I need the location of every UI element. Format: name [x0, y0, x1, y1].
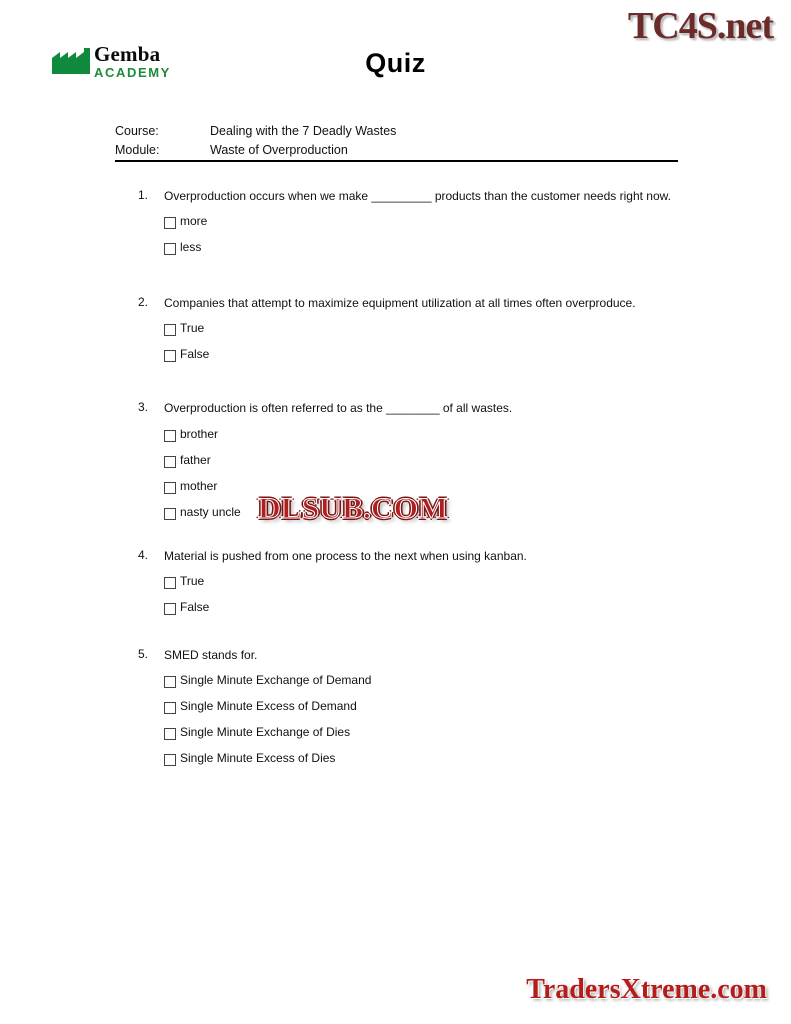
course-row	[115, 122, 680, 141]
option-row[interactable]	[164, 700, 681, 714]
page-title: Quiz	[365, 48, 426, 78]
course-label: Course:	[115, 124, 159, 138]
question-text: Material is pushed from one process to the next when using kanban.	[164, 548, 527, 563]
option-row[interactable]	[164, 215, 681, 229]
option-label: father	[180, 452, 211, 467]
option-row[interactable]	[164, 601, 681, 615]
option-label: True	[180, 573, 205, 588]
question-number: 1.	[138, 188, 149, 202]
option-row[interactable]	[164, 752, 681, 766]
dlsub-watermark: DLSUB.COM	[258, 492, 448, 525]
checkbox-icon[interactable]	[164, 577, 176, 589]
checkbox-icon[interactable]	[164, 702, 176, 714]
option-label: False	[180, 599, 210, 614]
option-label: Single Minute Exchange of Demand	[180, 672, 372, 687]
checkbox-icon[interactable]	[164, 728, 176, 740]
question-text: SMED stands for.	[164, 647, 258, 662]
tradersxtreme-watermark: TradersXtreme.com	[526, 974, 767, 1005]
module-value: Waste of Overproduction	[210, 143, 348, 158]
question-number: 5.	[138, 646, 149, 661]
question-item	[0, 548, 791, 615]
document-header	[0, 38, 791, 100]
module-label: Module:	[115, 143, 160, 158]
option-label: Single Minute Excess of Dies	[180, 750, 336, 765]
logo-academy-text: ACADEMY	[94, 65, 171, 80]
tc4s-watermark: TC4S.net	[627, 5, 773, 47]
question-number: 2.	[138, 295, 149, 310]
module-row	[115, 141, 680, 160]
option-label: more	[180, 214, 208, 229]
checkbox-icon[interactable]	[164, 603, 176, 615]
option-label: mother	[180, 478, 218, 493]
answer-options	[164, 575, 681, 615]
checkbox-icon[interactable]	[164, 482, 176, 494]
question-text: Overproduction is often referred to as the ________ of all wastes.	[164, 401, 513, 416]
option-label: True	[180, 321, 205, 336]
logo-gemba-text: Gemba	[94, 42, 161, 66]
checkbox-icon[interactable]	[164, 456, 176, 468]
header-divider	[115, 160, 678, 162]
option-label: Single Minute Exchange of Dies	[180, 724, 351, 739]
option-row[interactable]	[164, 454, 681, 468]
option-row[interactable]	[164, 348, 681, 362]
option-row[interactable]	[164, 726, 681, 740]
checkbox-icon[interactable]	[164, 430, 176, 442]
option-label: less	[180, 240, 202, 255]
option-label: nasty uncle	[180, 504, 241, 519]
checkbox-icon[interactable]	[164, 350, 176, 362]
checkbox-icon[interactable]	[164, 676, 176, 688]
option-row[interactable]	[164, 322, 681, 336]
answer-options	[164, 322, 681, 362]
course-value: Dealing with the 7 Deadly Wastes	[210, 124, 397, 138]
option-label: brother	[180, 426, 219, 441]
answer-options	[164, 674, 681, 766]
checkbox-icon[interactable]	[164, 217, 176, 229]
checkbox-icon[interactable]	[164, 508, 176, 520]
question-item	[0, 188, 791, 255]
option-row[interactable]	[164, 428, 681, 442]
checkbox-icon[interactable]	[164, 324, 176, 336]
answer-options	[164, 215, 681, 255]
option-row[interactable]	[164, 575, 681, 589]
option-label: Single Minute Excess of Demand	[180, 698, 357, 713]
question-item	[0, 647, 791, 766]
course-info-block	[115, 122, 680, 161]
question-number: 3.	[138, 400, 149, 415]
checkbox-icon[interactable]	[164, 754, 176, 766]
question-text: Overproduction occurs when we make _________ products than the customer needs right now.	[164, 189, 671, 203]
option-row[interactable]	[164, 241, 681, 255]
question-text: Companies that attempt to maximize equipment utilization at all times often overproduce.	[164, 296, 636, 311]
checkbox-icon[interactable]	[164, 243, 176, 255]
option-label: False	[180, 347, 210, 362]
questions-list	[0, 188, 791, 792]
question-number: 4.	[138, 547, 149, 562]
question-item	[0, 295, 791, 362]
option-row[interactable]	[164, 674, 681, 688]
